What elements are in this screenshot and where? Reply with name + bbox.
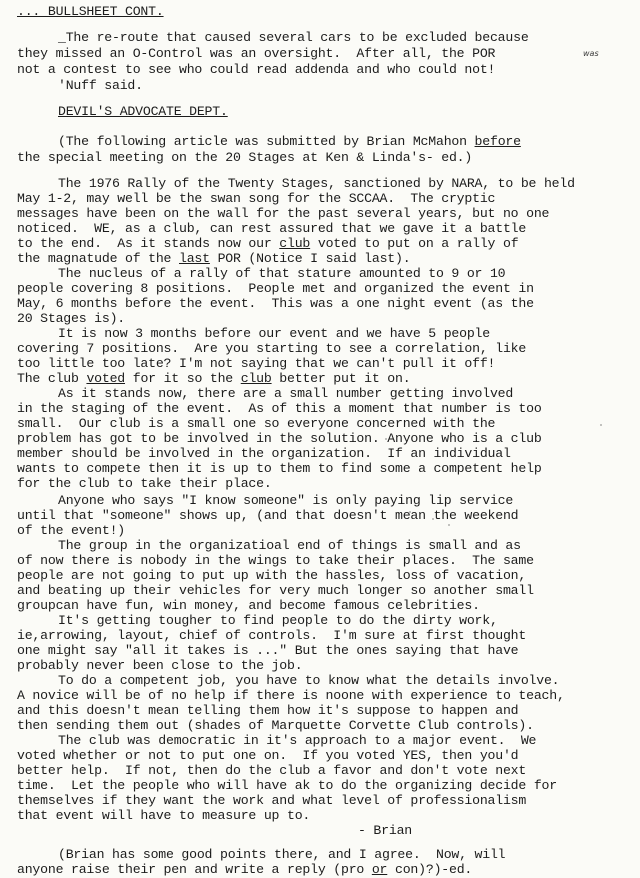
- article-line: May, 6 months before the event. This was a one night event (as the: [17, 296, 534, 311]
- article-line: [17, 236, 518, 252]
- intro-emphasis: before: [474, 134, 521, 149]
- editor-note-line-1: (Brian has some good points there, and I agree. Now, will: [58, 847, 506, 862]
- emphasis-last: last: [179, 251, 210, 266]
- article-line: too little too late? I'm not saying that we can't pull it off!: [17, 356, 496, 371]
- article-text: POR (Notice I said last).: [209, 251, 411, 266]
- article-line: time. Let the people who will have ak to do the organizing decide for: [17, 778, 557, 793]
- section-title: DEVIL'S ADVOCATE DEPT.: [58, 104, 228, 119]
- article-text: The club: [17, 371, 87, 386]
- article-line: 20 Stages is).: [17, 311, 125, 326]
- article-line: then sending them out (shades of Marquette Corvette Club controls).: [17, 718, 534, 733]
- handwritten-insert: was: [583, 49, 599, 58]
- bullsheet-line-4: 'Nuff said.: [58, 78, 143, 93]
- emphasis-voted: voted: [86, 371, 126, 386]
- article-line: The nucleus of a rally of that stature amounted to 9 or 10: [58, 266, 506, 281]
- article-line: in the staging of the event. As of this a moment that number is too: [17, 401, 542, 416]
- article-line: wants to compete then it is up to them to find some a competent help: [17, 461, 542, 476]
- photocopy-speck: [385, 438, 387, 440]
- article-line: probably never been close to the job.: [17, 658, 303, 673]
- article-line: of now there is nobody in the wings to take their places. The same: [17, 553, 534, 568]
- article-text: voted to put on a rally of: [310, 236, 519, 251]
- article-line: As it stands now, there are a small number getting involved: [58, 386, 514, 401]
- editor-note-line-2: [17, 862, 472, 878]
- article-line: for the club to take their place.: [17, 476, 272, 491]
- article-line: member should be involved in the organization. If an individual: [17, 446, 511, 461]
- bullsheet-line-3: not a contest to see who could read addenda and who could not!: [17, 62, 496, 77]
- article-line: and this doesn't mean telling them how it's suppose to happen and: [17, 703, 519, 718]
- intro-line-1: [58, 134, 521, 150]
- article-line: The club was democratic in it's approach to a major event. We: [58, 733, 537, 748]
- article-line: It is now 3 months before our event and we have 5 people: [58, 326, 490, 341]
- article-line: problem has got to be involved in the solution. Anyone who is a club: [17, 431, 542, 446]
- article-line: themselves if they want the work and what level of professionalism: [17, 793, 527, 808]
- article-line: groupcan have fun, win money, and become famous celebrities.: [17, 598, 480, 613]
- photocopy-speck: [600, 424, 602, 426]
- article-line: It's getting tougher to find people to do the dirty work,: [58, 613, 498, 628]
- photocopy-speck: [448, 524, 450, 526]
- article-line: people covering 8 positions. People met and organized the event in: [17, 281, 534, 296]
- bullsheet-line-2: they missed an O-Control was an oversight. After all, the POR: [17, 46, 496, 61]
- emphasis-or: or: [371, 862, 388, 877]
- article-line: The group in the organizatioal end of things is small and as: [58, 538, 521, 553]
- emphasis-club: club: [279, 236, 311, 251]
- article-line: people are not going to put up with the hassles, loss of vacation,: [17, 568, 527, 583]
- article-line: [17, 251, 410, 267]
- article-line: and beating up their vehicles for very much longer so another small: [17, 583, 534, 598]
- intro-line-2: the special meeting on the 20 Stages at Ken & Linda's- ed.): [17, 150, 473, 165]
- intro-text: (The following article was submitted by Brian McMahon: [58, 134, 475, 149]
- article-line: one might say "all it takes is ..." But the ones saying that have: [17, 643, 519, 658]
- emphasis-club: club: [240, 371, 272, 386]
- article-line: A novice will be of no help if there is noone with experience to teach,: [17, 688, 565, 703]
- article-text: the magnatude of the: [17, 251, 179, 266]
- article-line: covering 7 positions. Are you starting to see a correlation, like: [17, 341, 527, 356]
- editor-note-text: anyone raise their pen and write a reply (pro: [17, 862, 372, 877]
- editor-note-text: con)?)-ed.: [387, 862, 473, 877]
- article-line: of the event!): [17, 523, 125, 538]
- photocopy-speck: [409, 511, 411, 513]
- article-line: better help. If not, then do the club a favor and don't vote next: [17, 763, 527, 778]
- continuation-header: ... BULLSHEET CONT.: [17, 4, 164, 19]
- article-text: to the end. As it stands now our: [17, 236, 280, 251]
- photocopy-speck: [432, 518, 434, 520]
- article-text: better put it on.: [271, 371, 411, 386]
- article-line: [17, 371, 410, 387]
- article-line: voted whether or not to put one on. If you voted YES, then you'd: [17, 748, 519, 763]
- article-line: ie,arrowing, layout, chief of controls. I'm sure at first thought: [17, 628, 527, 643]
- signature: - Brian: [358, 823, 412, 838]
- article-line: small. Our club is a small one so everyone concerned with the: [17, 416, 496, 431]
- article-line: Anyone who says "I know someone" is only paying lip service: [58, 493, 514, 508]
- article-line: messages have been on the wall for the past several years, but no one: [17, 206, 550, 221]
- bullsheet-line-1: _The re-route that caused several cars to be excluded because: [58, 30, 529, 45]
- article-line: May 1-2, may well be the swan song for the SCCAA. The cryptic: [17, 191, 496, 206]
- article-line: noticed. WE, as a club, can rest assured that we gave it a battle: [17, 221, 527, 236]
- article-line: until that "someone" shows up, (and that doesn't mean the weekend: [17, 508, 519, 523]
- article-line: To do a competent job, you have to know what the details involve.: [58, 673, 560, 688]
- article-text: for it so the: [125, 371, 241, 386]
- article-line: The 1976 Rally of the Twenty Stages, sanctioned by NARA, to be held: [58, 176, 575, 191]
- article-line: that event will have to measure up to.: [17, 808, 311, 823]
